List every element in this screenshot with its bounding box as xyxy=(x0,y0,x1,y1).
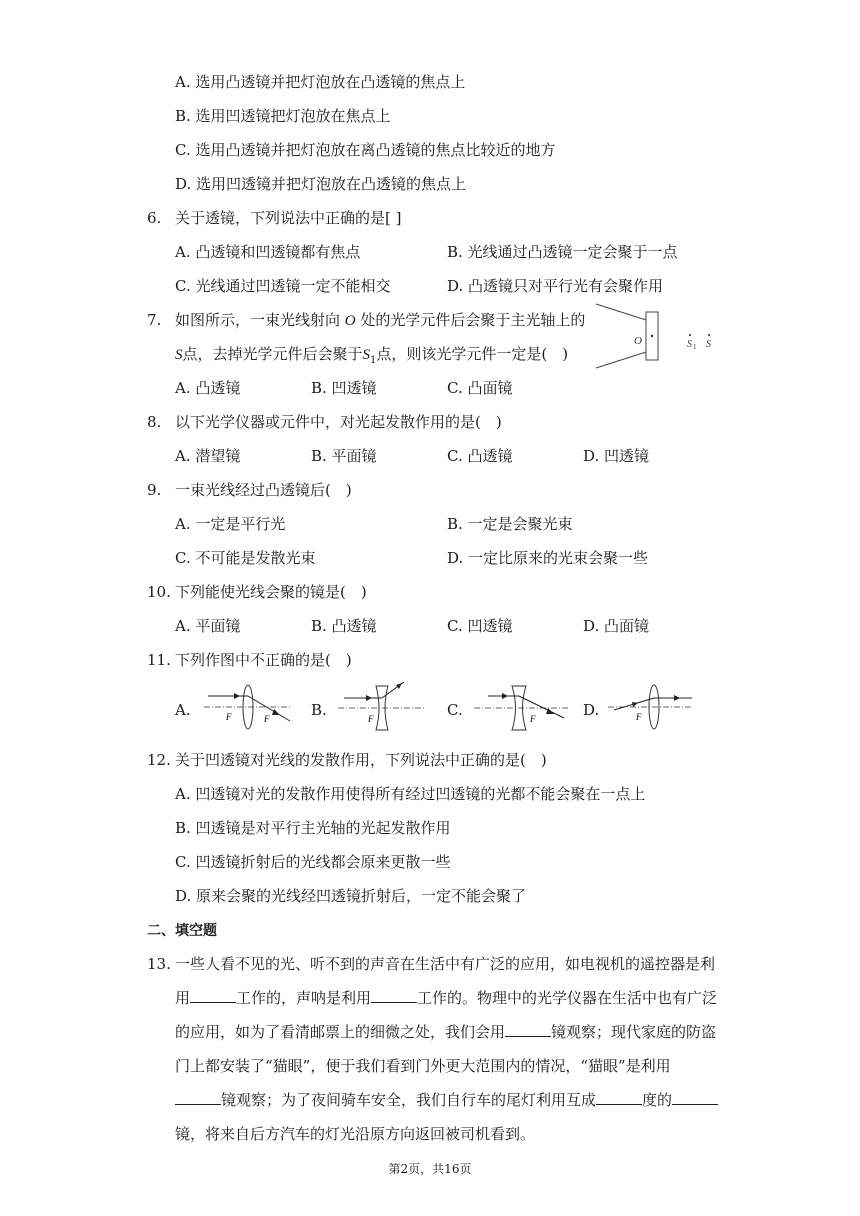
fill-blank[interactable] xyxy=(505,1022,551,1037)
q11-number: 11. xyxy=(147,651,171,669)
q8-option-c: C. 凸透镜 xyxy=(447,447,513,465)
q7-figure xyxy=(594,300,724,372)
q6-option-b: B. 光线通过凸透镜一定会聚于一点 xyxy=(447,243,678,261)
q11-option-b-label: B. xyxy=(311,701,327,719)
q6-option-d: D. 凸透镜只对平行光有会聚作用 xyxy=(447,277,664,295)
q11-option-d-label: D. xyxy=(583,701,600,719)
q5-option-d: D. 选用凹透镜并把灯泡放在凸透镜的焦点上 xyxy=(175,175,467,193)
q13-line3: 的应用，如为了看清邮票上的细微之处，我们会用 镜观察；现代家庭的防盗 xyxy=(175,1023,717,1041)
q10-stem: 下列能使光线会聚的镜是( ) xyxy=(175,583,367,601)
q10-number: 10. xyxy=(147,583,171,601)
q6-option-c: C. 光线通过凹透镜一定不能相交 xyxy=(175,277,391,295)
q12-option-c: C. 凹透镜折射后的光线都会原来更散一些 xyxy=(175,853,451,871)
q9-option-b: B. 一定是会聚光束 xyxy=(447,515,573,533)
q11-option-a-label: A. xyxy=(175,701,191,719)
q5-option-b: B. 选用凹透镜把灯泡放在焦点上 xyxy=(175,107,391,125)
fill-blank[interactable] xyxy=(371,988,417,1003)
q6-option-a: A. 凸透镜和凹透镜都有焦点 xyxy=(175,243,361,261)
svg-text:F: F xyxy=(264,714,270,724)
q12-number: 12. xyxy=(147,751,171,769)
q8-option-d: D. 凹透镜 xyxy=(583,447,650,465)
q12-option-b: B. 凹透镜是对平行主光轴的光起发散作用 xyxy=(175,819,451,837)
q13-line2: 用 工作的，声呐是利用 工作的。物理中的光学仪器在生活中也有广泛 xyxy=(175,989,718,1007)
q13-line5: 镜观察；为了夜间骑车安全，我们自行车的尾灯利用互成 度的 xyxy=(175,1090,718,1110)
q13-line1: 一些人看不见的光、听不到的声音在生活中有广泛的应用，如电视机的遥控器是利 xyxy=(175,955,716,973)
q9-option-a: A. 一定是平行光 xyxy=(175,515,286,533)
svg-text:F: F xyxy=(636,712,642,722)
fill-blank[interactable] xyxy=(672,1090,718,1105)
q7-fig-label-s: S xyxy=(706,339,711,350)
q6-number: 6. xyxy=(147,209,162,227)
q7-s-symbol: S xyxy=(175,347,183,363)
q11-option-c-label: C. xyxy=(447,701,463,719)
q12-option-d: D. 原来会聚的光线经凹透镜折射后，一定不能会聚了 xyxy=(175,887,527,905)
q6-stem: 关于透镜，下列说法中正确的是[ ] xyxy=(175,209,402,227)
q5-option-c: C. 选用凸透镜并把灯泡放在离凸透镜的焦点比较近的地方 xyxy=(175,141,556,159)
q13-line4: 门上都安装了“猫眼”，便于我们看到门外更大范围内的情况，“猫眼”是利用 xyxy=(175,1057,671,1075)
page-footer: 第2页，共16页 xyxy=(388,1162,472,1176)
q11-figure-b xyxy=(338,678,428,732)
q7-fig-label-s1: S xyxy=(687,339,692,350)
q7-number: 7. xyxy=(147,311,162,329)
q10-option-d: D. 凸面镜 xyxy=(583,617,650,635)
q11-figure-d xyxy=(608,682,694,732)
q7-stem-line1: 如图所示，一束光线射向 O 处的光学元件后会聚于主光轴上的 xyxy=(175,311,586,329)
q9-option-d: D. 一定比原来的光束会聚一些 xyxy=(447,549,649,567)
q13-number: 13. xyxy=(147,955,171,973)
q11-figure-c xyxy=(474,682,570,732)
q10-option-b: B. 凸透镜 xyxy=(311,617,377,635)
q7-stem-line2: S点，去掉光学元件后会聚于$S_1$点，则该光学元件一定是( ) xyxy=(175,345,569,366)
q9-stem: 一束光线经过凸透镜后( ) xyxy=(175,481,352,499)
q12-option-a: A. 凹透镜对光的发散作用使得所有经过凹透镜的光都不能会聚在一点上 xyxy=(175,785,646,803)
q8-option-b: B. 平面镜 xyxy=(311,447,377,465)
q8-stem: 以下光学仪器或元件中，对光起发散作用的是( ) xyxy=(175,413,502,431)
q9-number: 9. xyxy=(147,481,162,499)
q7-option-a: A. 凸透镜 xyxy=(175,379,241,397)
section-heading: 二、填空题 xyxy=(147,923,217,939)
q11-stem: 下列作图中不正确的是( ) xyxy=(175,651,352,669)
q5-option-a: A. 选用凸透镜并把灯泡放在凸透镜的焦点上 xyxy=(175,73,466,91)
q7-o-symbol: O xyxy=(344,313,356,329)
fill-blank[interactable] xyxy=(596,1090,642,1105)
q10-option-a: A. 平面镜 xyxy=(175,617,241,635)
q13-line6: 镜，将来自后方汽车的灯光沿原方向返回被司机看到。 xyxy=(175,1125,536,1143)
q7-option-b: B. 凹透镜 xyxy=(311,379,377,397)
q7-option-c: C. 凸面镜 xyxy=(447,379,513,397)
fill-blank[interactable] xyxy=(175,1090,221,1105)
q8-option-a: A. 潜望镜 xyxy=(175,447,241,465)
q10-option-c: C. 凹透镜 xyxy=(447,617,513,635)
svg-text:1: 1 xyxy=(693,343,697,351)
fill-blank[interactable] xyxy=(190,988,236,1003)
q8-number: 8. xyxy=(147,413,162,431)
q7-fig-label-o: O xyxy=(634,335,642,347)
svg-text:F: F xyxy=(226,712,232,722)
q11-figure-a xyxy=(204,682,294,732)
svg-text:F: F xyxy=(530,714,536,724)
q7-s1-symbol: S xyxy=(362,347,371,363)
svg-text:F: F xyxy=(368,714,374,724)
q12-stem: 关于凹透镜对光线的发散作用，下列说法中正确的是( ) xyxy=(175,751,547,769)
q9-option-c: C. 不可能是发散光束 xyxy=(175,549,316,567)
